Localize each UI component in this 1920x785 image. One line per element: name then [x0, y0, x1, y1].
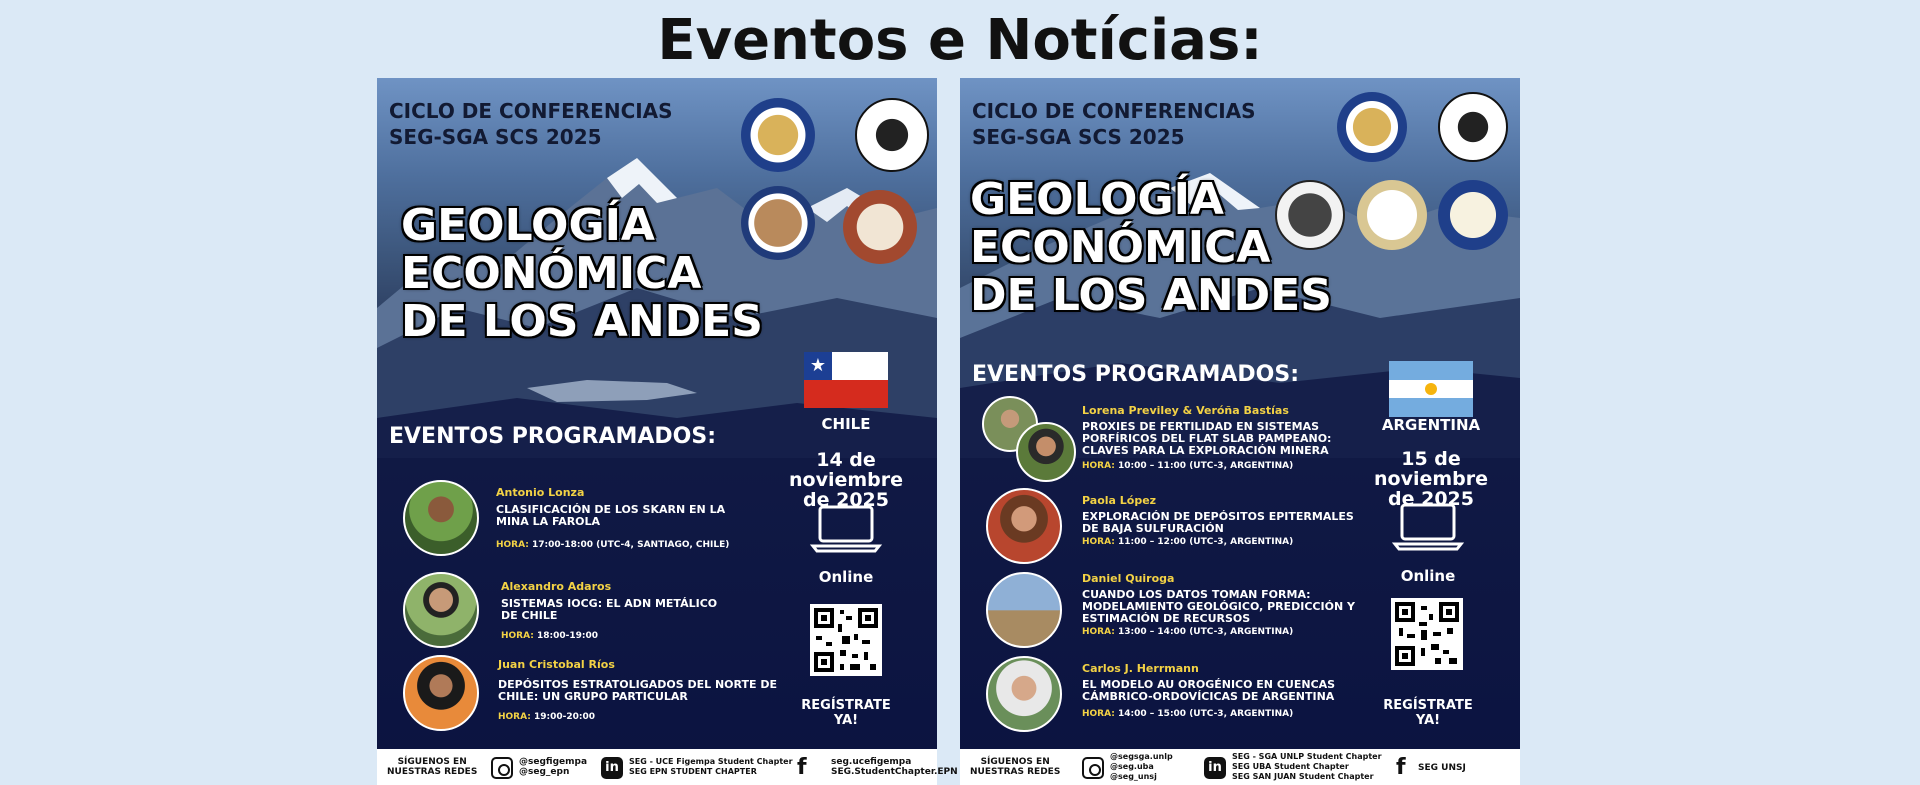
instagram-handle[interactable]: @segfigempa: [519, 757, 588, 767]
talk-title: [1082, 511, 1354, 535]
series-line: SEG-SGA SCS 2025: [972, 125, 1185, 149]
events-title: EVENTOS PROGRAMADOS:: [972, 362, 1300, 387]
follow-us-text: [387, 757, 477, 777]
time-label: HORA:: [1082, 537, 1115, 547]
talk-time: [496, 540, 729, 550]
event-mode: Online: [818, 568, 874, 586]
linkedin-page[interactable]: SEG - SGA UNLP Student Chapter: [1232, 752, 1382, 761]
talk-title-line: DE BAJA SULFURACIÓN: [1082, 522, 1224, 535]
instagram-handles[interactable]: [1110, 752, 1173, 782]
time-label: HORA:: [1082, 461, 1115, 471]
fcm-logo: [843, 190, 917, 264]
linkedin-pages[interactable]: [1232, 752, 1382, 782]
talk-title: [496, 504, 725, 528]
qr-code-icon[interactable]: [810, 604, 882, 676]
instagram-icon[interactable]: [1082, 757, 1104, 779]
talk-title-line: CUANDO LOS DATOS TOMAN FORMA:: [1082, 588, 1311, 601]
uba-logo: [1357, 180, 1427, 250]
talk-title-line: CLASIFICACIÓN DE LOS SKARN EN LA: [496, 503, 726, 516]
instagram-handle[interactable]: @seg.uba: [1110, 762, 1154, 771]
speaker-avatar: [403, 480, 479, 556]
follow-line: NUESTRAS REDES: [970, 767, 1061, 777]
speaker-name: Alexandro Adaros: [501, 580, 612, 593]
speaker-avatar: [986, 656, 1062, 732]
speaker-avatar: [1016, 422, 1076, 482]
date-line: de 2025: [803, 489, 889, 511]
headline-line: ECONÓMICA: [970, 222, 1271, 273]
seg-logo: [741, 98, 815, 172]
speaker-name: Paola López: [1082, 494, 1157, 507]
seg-logo: [1337, 92, 1407, 162]
conference-series: [972, 98, 1256, 150]
linkedin-page[interactable]: SEG EPN STUDENT CHAPTER: [629, 767, 757, 776]
sga-logo: [1438, 92, 1508, 162]
speaker-avatar: [986, 572, 1062, 648]
talk-title-line: EL MODELO AU OROGÉNICO EN CUENCAS: [1082, 678, 1336, 691]
headline-line: ECONÓMICA: [401, 248, 702, 299]
speaker-name: Carlos J. Herrmann: [1082, 662, 1199, 675]
speaker-avatar: [403, 655, 479, 731]
page-title: Eventos e Notícias:: [657, 8, 1263, 73]
talk-time: [498, 712, 595, 722]
talk-title-line: PROXIES DE FERTILIDAD EN SISTEMAS: [1082, 420, 1319, 433]
speaker-name: Lorena Previley & Veróña Bastías: [1082, 404, 1289, 417]
instagram-handle[interactable]: @segsga.unlp: [1110, 752, 1173, 761]
talk-title-line: CHILE: UN GRUPO PARTICULAR: [498, 690, 688, 703]
facebook-icon[interactable]: f: [797, 755, 807, 780]
linkedin-icon[interactable]: in: [601, 757, 623, 779]
laptop-icon: [1393, 502, 1463, 552]
talk-title-line: CÁMBRICO-ORDOVÍCICAS DE ARGENTINA: [1082, 690, 1335, 703]
linkedin-pages[interactable]: [629, 757, 793, 777]
talk-title-line: ESTIMACIÓN DE RECURSOS: [1082, 612, 1251, 625]
qr-code-icon[interactable]: [1391, 598, 1463, 670]
talk-title-line: DE CHILE: [501, 609, 558, 622]
talk-time: [1082, 627, 1293, 637]
time-value: 11:00 – 12:00 (UTC-3, ARGENTINA): [1118, 537, 1294, 547]
instagram-handle[interactable]: @seg_epn: [519, 767, 570, 777]
register-cta[interactable]: [1368, 698, 1488, 728]
series-line: CICLO DE CONFERENCIAS: [972, 99, 1256, 123]
speaker-name: Juan Cristobal Ríos: [498, 658, 615, 671]
talk-time: [1082, 709, 1293, 719]
register-line: YA!: [1415, 713, 1441, 728]
poster-headline: [970, 176, 1332, 320]
date-line: 14 de noviembre: [788, 449, 904, 491]
time-value: 17:00-18:00 (UTC-4, SANTIAGO, CHILE): [532, 540, 730, 550]
country-label: CHILE: [821, 415, 871, 433]
event-mode: Online: [1400, 567, 1456, 585]
time-value: 10:00 – 11:00 (UTC-3, ARGENTINA): [1118, 461, 1294, 471]
poster-argentina[interactable]: [960, 78, 1520, 785]
register-line: YA!: [833, 713, 859, 728]
date-line: 15 de noviembre: [1373, 448, 1489, 490]
talk-title: [1082, 421, 1331, 457]
talk-title-line: DEPÓSITOS ESTRATOLIGADOS DEL NORTE DE: [498, 678, 777, 691]
event-date: [761, 450, 931, 510]
speaker-avatar: [986, 488, 1062, 564]
talk-time: [501, 631, 598, 641]
time-label: HORA:: [1082, 627, 1115, 637]
headline-line: GEOLOGÍA: [970, 174, 1224, 225]
time-value: 14:00 – 15:00 (UTC-3, ARGENTINA): [1118, 709, 1294, 719]
san-juan-chapter-logo: [1438, 180, 1508, 250]
talk-title-line: MODELAMIENTO GEOLÓGICO, PREDICCIÓN Y: [1082, 600, 1355, 613]
follow-line: SÍGUENOS EN: [980, 757, 1050, 767]
talk-title-line: EXPLORACIÓN DE DEPÓSITOS EPITERMALES: [1082, 510, 1354, 523]
poster-headline: [401, 202, 763, 346]
register-line: REGÍSTRATE: [801, 698, 891, 713]
follow-line: SÍGUENOS EN: [397, 757, 467, 767]
follow-us-text: [970, 757, 1060, 777]
instagram-handles[interactable]: [519, 757, 587, 777]
argentina-flag: [1389, 361, 1473, 417]
time-label: HORA:: [1082, 709, 1115, 719]
facebook-page[interactable]: SEG UNSJ: [1418, 763, 1466, 773]
series-line: SEG-SGA SCS 2025: [389, 125, 602, 149]
event-date: [1346, 449, 1516, 509]
events-title: EVENTOS PROGRAMADOS:: [389, 424, 717, 449]
time-value: 13:00 – 14:00 (UTC-3, ARGENTINA): [1118, 627, 1294, 637]
linkedin-page[interactable]: SEG SAN JUAN Student Chapter: [1232, 772, 1374, 781]
facebook-pages[interactable]: [831, 757, 958, 777]
laptop-icon: [811, 504, 881, 554]
poster-chile[interactable]: [377, 78, 958, 785]
instagram-handle[interactable]: @seg_unsj: [1110, 772, 1157, 781]
talk-title: [498, 679, 777, 703]
facebook-page[interactable]: seg.ucefigempa: [831, 757, 912, 767]
facebook-pages[interactable]: [1418, 763, 1466, 773]
register-line: REGÍSTRATE: [1383, 698, 1473, 713]
register-cta[interactable]: [786, 698, 906, 728]
linkedin-page[interactable]: SEG - UCE Figempa Student Chapter: [629, 757, 793, 766]
date-line: de 2025: [1388, 488, 1474, 510]
talk-title-line: SISTEMAS IOCG: EL ADN METÁLICO: [501, 597, 718, 610]
talk-time: [1082, 461, 1293, 471]
facebook-page[interactable]: SEG.StudentChapter.EPN: [831, 767, 958, 777]
talk-time: [1082, 537, 1293, 547]
time-label: HORA:: [496, 540, 529, 550]
talk-title-line: MINA LA FAROLA: [496, 515, 601, 528]
headline-line: GEOLOGÍA: [401, 200, 655, 251]
speaker-name: Daniel Quiroga: [1082, 572, 1175, 585]
headline-line: DE LOS ANDES: [401, 296, 763, 347]
headline-line: DE LOS ANDES: [970, 270, 1332, 321]
country-label: ARGENTINA: [1381, 416, 1481, 434]
poster-footer: [960, 749, 1520, 785]
talk-title: [501, 598, 717, 622]
speaker-name: Antonio Lonza: [496, 486, 585, 499]
time-value: 18:00-19:00: [537, 631, 599, 641]
linkedin-icon[interactable]: in: [1204, 757, 1226, 779]
speaker-avatar: [403, 572, 479, 648]
conference-series: [389, 98, 673, 150]
talk-title: [1082, 679, 1335, 703]
sga-logo: [855, 98, 929, 172]
facebook-icon[interactable]: f: [1396, 755, 1406, 780]
follow-line: NUESTRAS REDES: [387, 767, 478, 777]
instagram-icon[interactable]: [491, 757, 513, 779]
time-label: HORA:: [501, 631, 534, 641]
series-line: CICLO DE CONFERENCIAS: [389, 99, 673, 123]
linkedin-page[interactable]: SEG UBA Student Chapter: [1232, 762, 1349, 771]
talk-title: [1082, 589, 1355, 625]
time-label: HORA:: [498, 712, 531, 722]
time-value: 19:00-20:00: [534, 712, 596, 722]
chile-flag: ★: [804, 352, 888, 408]
talk-title-line: PORFÍRICOS DEL FLAT SLAB PAMPEANO:: [1082, 432, 1332, 445]
talk-title-line: CLAVES PARA LA EXPLORACIÓN MINERA: [1082, 444, 1329, 457]
poster-footer: [377, 749, 958, 785]
